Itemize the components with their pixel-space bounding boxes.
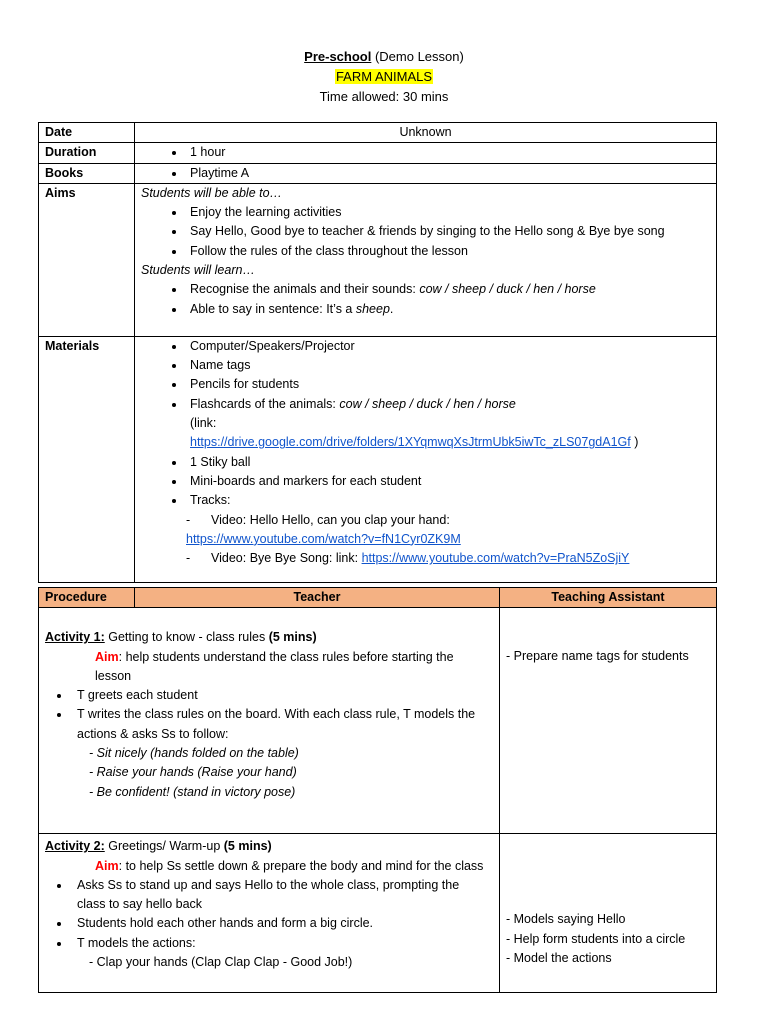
material-item: • Mini-boards and markers for each student: [186, 472, 710, 491]
track-video-hello: - Video: Hello Hello, can you clap your hand:: [186, 512, 450, 527]
aims-intro-able: Students will be able to…: [141, 185, 283, 200]
procedure-table: [38, 587, 717, 993]
activity-1-step: • T greets each student: [71, 686, 489, 705]
lesson-topic: FARM ANIMALS: [335, 69, 433, 84]
material-item: • Name tags: [186, 356, 710, 375]
date-label: Date: [39, 123, 135, 143]
duration-value: • 1 hour: [186, 143, 710, 162]
activity-2-title: Activity 2: Greetings/ Warm-up (5 mins): [45, 839, 272, 854]
activity-1-step: • T writes the class rules on the board. With each class rule, T models the actions & asks Ss to follow:: [71, 705, 489, 744]
activity-2-aim: Aim: to help Ss settle down & prepare the body and mind for the class: [95, 858, 484, 873]
class-rule: - Sit nicely (hands folded on the table): [89, 746, 299, 761]
material-item: • Pencils for students: [186, 375, 710, 394]
aims-label: Aims: [39, 183, 135, 336]
books-label: Books: [39, 163, 135, 183]
material-item: • 1 Stiky ball: [186, 453, 710, 472]
ta-task: - Models saying Hello: [506, 912, 626, 927]
books-value: • Playtime A: [186, 164, 710, 183]
class-rules-list: [45, 744, 489, 802]
activity-1-ta: [500, 608, 717, 834]
activity-2-action: - Clap your hands (Clap Clap Clap - Good Job!): [89, 955, 353, 970]
class-rule: - Raise your hands (Raise your hand): [89, 765, 297, 780]
row-aims: [39, 183, 717, 336]
activity-2-step: • Asks Ss to stand up and says Hello to the whole class, prompting the class to say hello back: [71, 876, 489, 915]
activity-1-title: Activity 1: Getting to know - class rules (5 mins): [45, 630, 317, 645]
ta-task: - Help form students into a circle: [506, 931, 686, 946]
activity-2-step: • Students hold each other hands and form a big circle.: [71, 914, 489, 933]
bye-video-link[interactable]: https://www.youtube.com/watch?v=PraN5ZoSjiY: [361, 551, 630, 566]
ta-task: - Model the actions: [506, 950, 612, 965]
aim-item: • Follow the rules of the class throughout the lesson: [186, 242, 710, 261]
materials-label: Materials: [39, 336, 135, 582]
activity-2-step: • T models the actions:: [71, 934, 489, 953]
row-books: [39, 163, 717, 183]
aims-intro-learn: Students will learn…: [141, 263, 255, 278]
hello-video-link[interactable]: https://www.youtube.com/watch?v=fN1Cyr0ZK9M: [186, 531, 461, 546]
material-item: • Computer/Speakers/Projector: [186, 337, 710, 356]
procedure-col-header: Procedure: [39, 588, 135, 608]
material-item: • Tracks:: [186, 491, 710, 510]
duration-label: Duration: [39, 143, 135, 163]
time-allowed: Time allowed: 30 mins: [319, 89, 449, 104]
row-materials: [39, 336, 717, 582]
row-duration: [39, 143, 717, 163]
activity-2-teacher: [39, 834, 500, 993]
learn-item: • Able to say in sentence: It’s a sheep.: [186, 300, 710, 319]
flashcards-link[interactable]: https://drive.google.com/drive/folders/1XYqmwqXsJtrmUbk5iwTc_zLS07gdA1Gf: [190, 435, 631, 450]
lesson-info-table: [38, 122, 717, 583]
tracks-list: [141, 511, 710, 569]
material-item-flashcards: • Flashcards of the animals: cow / sheep / duck / hen / horse (link: https://drive.google.com/drive/folders/1XYqmwqXsJtrmUbk5iwTc_zLS07gdA1Gf ): [186, 395, 710, 453]
date-value: Unknown: [135, 123, 717, 143]
activity-1-teacher: [39, 608, 500, 834]
class-rule: - Be confident! (stand in victory pose): [89, 784, 296, 799]
teacher-col-header: Teacher: [135, 588, 500, 608]
learn-item: • Recognise the animals and their sounds: cow / sheep / duck / hen / horse: [186, 280, 710, 299]
activity-1-row: [39, 608, 717, 834]
ta-task: - Prepare name tags for students: [506, 649, 689, 664]
row-date: [39, 123, 717, 143]
activity-2-ta: [500, 834, 717, 993]
aim-item: • Enjoy the learning activities: [186, 203, 710, 222]
procedure-header-row: [39, 588, 717, 608]
aim-item: • Say Hello, Good bye to teacher & friends by singing to the Hello song & Bye bye song: [186, 222, 710, 241]
lesson-header: [0, 47, 768, 107]
activity-2-row: [39, 834, 717, 993]
track-video-bye: - Video: Bye Bye Song: link:: [186, 551, 362, 566]
lesson-title: Pre-school (Demo Lesson): [304, 49, 464, 64]
activity-1-aim: Aim: help students understand the class rules before starting the lesson: [95, 649, 454, 683]
ta-col-header: Teaching Assistant: [500, 588, 717, 608]
